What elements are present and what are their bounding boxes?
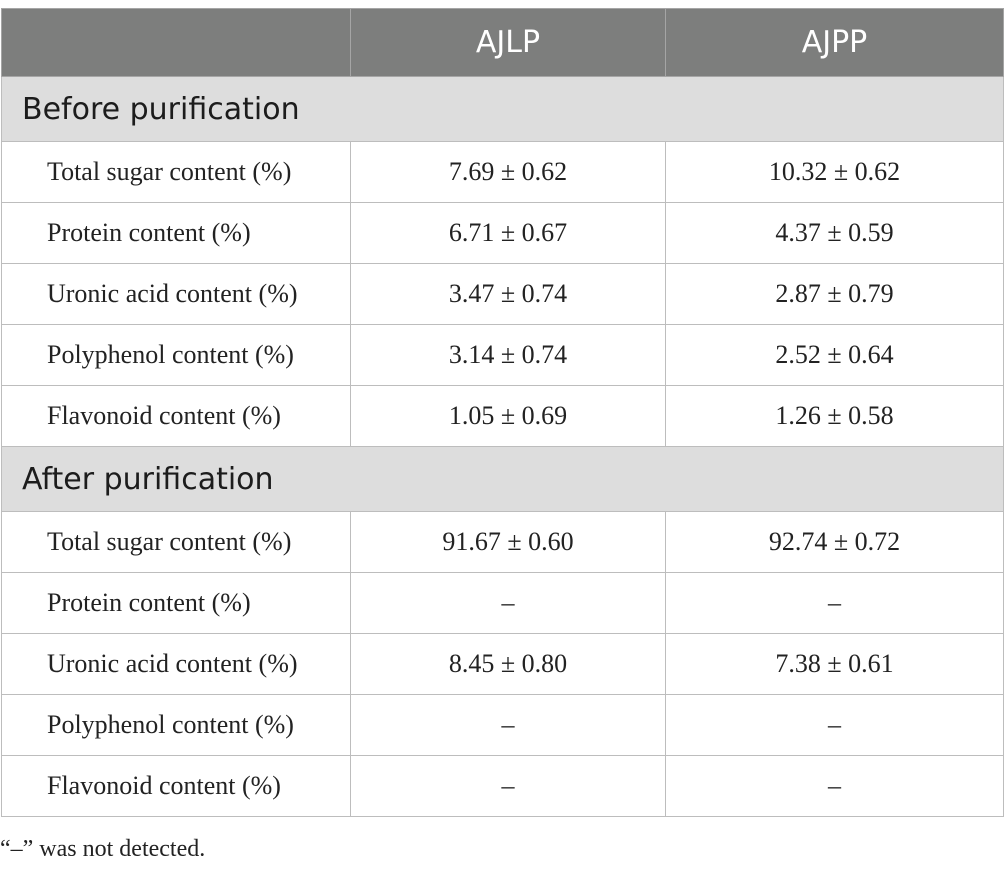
ajlp-value: –	[351, 756, 666, 817]
ajpp-value: 92.74 ± 0.72	[666, 512, 1004, 573]
ajlp-value: 3.14 ± 0.74	[351, 325, 666, 386]
section-title: After purification	[2, 447, 1004, 512]
section-row-after	[2, 447, 1004, 512]
section-row-before	[2, 77, 1004, 142]
ajlp-value: 6.71 ± 0.67	[351, 203, 666, 264]
ajpp-value: 1.26 ± 0.58	[666, 386, 1004, 447]
row-label: Polyphenol content (%)	[2, 695, 351, 756]
table-row	[2, 573, 1004, 634]
table-row	[2, 142, 1004, 203]
table-row	[2, 386, 1004, 447]
ajpp-value: 10.32 ± 0.62	[666, 142, 1004, 203]
header-row	[2, 9, 1004, 77]
header-ajpp: AJPP	[666, 9, 1004, 77]
section-title: Before purification	[2, 77, 1004, 142]
table-body	[2, 77, 1004, 817]
row-label: Protein content (%)	[2, 203, 351, 264]
table-header	[2, 9, 1004, 77]
composition-table	[1, 8, 1004, 817]
ajpp-value: 7.38 ± 0.61	[666, 634, 1004, 695]
row-label: Total sugar content (%)	[2, 512, 351, 573]
header-ajlp: AJLP	[351, 9, 666, 77]
row-label: Flavonoid content (%)	[2, 386, 351, 447]
row-label: Flavonoid content (%)	[2, 756, 351, 817]
table-footnote: “–” was not detected.	[0, 836, 206, 862]
ajpp-value: 4.37 ± 0.59	[666, 203, 1004, 264]
ajlp-value: 7.69 ± 0.62	[351, 142, 666, 203]
row-label: Protein content (%)	[2, 573, 351, 634]
table-row	[2, 695, 1004, 756]
ajpp-value: –	[666, 695, 1004, 756]
table-row	[2, 325, 1004, 386]
row-label: Uronic acid content (%)	[2, 634, 351, 695]
ajlp-value: 1.05 ± 0.69	[351, 386, 666, 447]
row-label: Uronic acid content (%)	[2, 264, 351, 325]
ajpp-value: –	[666, 756, 1004, 817]
table-row	[2, 512, 1004, 573]
ajpp-value: 2.52 ± 0.64	[666, 325, 1004, 386]
table-row	[2, 264, 1004, 325]
ajlp-value: –	[351, 573, 666, 634]
header-empty-cell	[2, 9, 351, 77]
data-table-container	[0, 8, 1004, 817]
ajlp-value: 91.67 ± 0.60	[351, 512, 666, 573]
table-row	[2, 634, 1004, 695]
table-row	[2, 756, 1004, 817]
row-label: Total sugar content (%)	[2, 142, 351, 203]
ajlp-value: 8.45 ± 0.80	[351, 634, 666, 695]
ajpp-value: –	[666, 573, 1004, 634]
row-label: Polyphenol content (%)	[2, 325, 351, 386]
table-row	[2, 203, 1004, 264]
ajlp-value: –	[351, 695, 666, 756]
ajlp-value: 3.47 ± 0.74	[351, 264, 666, 325]
ajpp-value: 2.87 ± 0.79	[666, 264, 1004, 325]
